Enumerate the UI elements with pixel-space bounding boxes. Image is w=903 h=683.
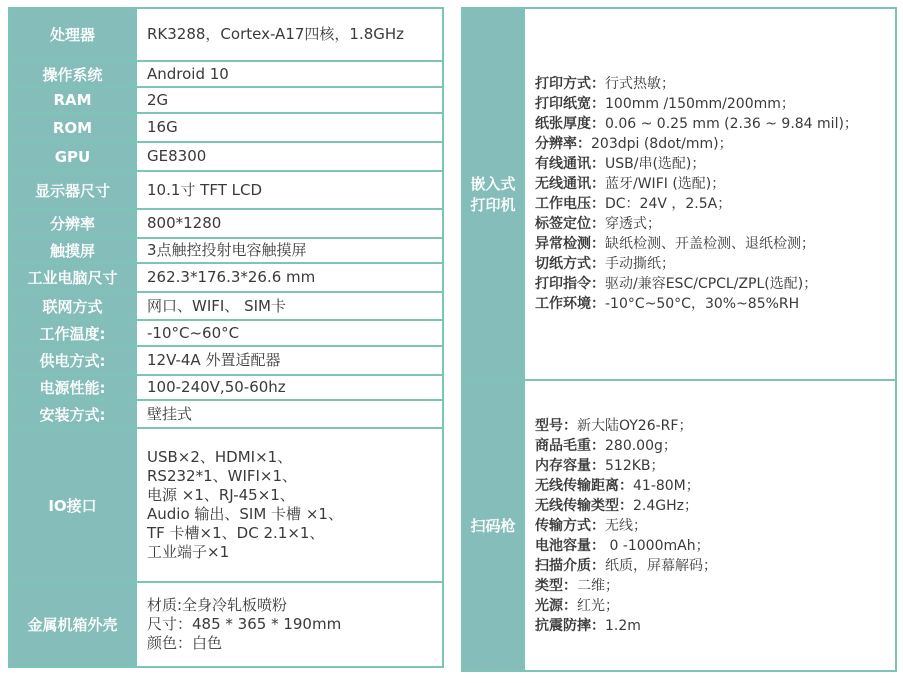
spec-row [9,428,443,582]
spec-value [136,292,443,320]
spec-key: 无线传输距离： [535,477,633,494]
spec-val: 100mm /150mm/200mm； [605,96,795,112]
spec-row [9,346,443,375]
spec-value [136,238,443,263]
spec-line [535,456,895,476]
spec-value-line: 电源 ×1、RJ-45×1、 [147,486,295,504]
spec-value [136,346,443,375]
spec-value-line: -10°C~60°C [147,323,240,342]
spec-val: 行式热敏； [605,76,675,92]
spec-label: RAM [9,87,136,113]
spec-key: 抗震防摔： [535,617,605,634]
spec-label: 显示器尺寸 [9,171,136,209]
spec-key: 无线传输类型： [535,497,633,514]
spec-key: 纸张厚度： [535,116,605,132]
spec-label: 安装方式: [9,400,136,428]
spec-value-line: 10.1寸 TFT LCD [147,180,263,199]
spec-row [9,320,443,346]
spec-value [136,375,443,400]
spec-val: 0.06 ~ 0.25 mm (2.36 ~ 9.84 mil)； [605,116,858,132]
spec-line [535,94,895,114]
spec-row [9,582,443,667]
spec-key: 有线通讯： [535,156,605,172]
spec-row [9,238,443,263]
spec-row [9,142,443,171]
spec-label: 联网方式 [9,292,136,320]
spec-key: 传输方式： [535,517,605,534]
spec-line [535,154,895,174]
spec-value-line: RK3288，Cortex-A17四核，1.8GHz [147,25,405,43]
spec-line [535,616,895,636]
spec-value-line: 12V-4A 外置适配器 [147,351,281,369]
spec-key: 分辨率： [535,136,591,152]
spec-label: 分辨率 [9,209,136,238]
spec-value-line: 3点触控投射电容触摸屏 [147,241,307,259]
section-specs [524,380,896,671]
spec-value-line: Audio 输出、SIM 卡槽 ×1、 [147,505,343,523]
spec-value-line: 16G [147,118,178,136]
spec-val: 2.4GHz； [633,497,698,514]
spec-line [535,114,895,134]
section-specs [524,8,896,380]
spec-label: ROM [9,113,136,142]
spec-value [136,263,443,292]
spec-label: 处理器 [9,8,136,61]
spec-value-line: Android 10 [147,64,229,83]
spec-key: 切纸方式： [535,256,605,272]
spec-val: 203dpi (8dot/mm)； [591,136,733,152]
spec-line [535,576,895,596]
spec-value [136,87,443,113]
spec-key: 内存容量： [535,457,605,474]
spec-key: 类型： [535,577,577,594]
spec-line [535,214,895,234]
spec-label: 操作系统 [9,61,136,87]
spec-key: 工作环境： [535,296,605,312]
spec-value-line: 网口、WIFI、 SIM卡 [147,296,286,315]
spec-val: 缺纸检测、开盖检测、退纸检测； [605,236,815,252]
spec-value [136,209,443,238]
spec-row [9,61,443,87]
spec-key: 无线通讯： [535,176,605,192]
spec-row [9,209,443,238]
spec-row [9,375,443,400]
spec-value-line: 颜色：白色 [147,634,223,652]
spec-val: DC：24V ，2.5A； [605,196,732,212]
section-label [462,380,524,671]
spec-row [9,292,443,320]
spec-value-line: 尺寸：485 * 365 * 190mm [147,615,342,633]
spec-val: 纸质，屏幕解码； [605,557,717,574]
spec-line [535,174,895,194]
spec-value-line: USB×2、HDMI×1、 [147,448,293,466]
section-label [462,8,524,380]
spec-label: 工作温度: [9,320,136,346]
spec-section [462,380,896,671]
spec-value [136,320,443,346]
spec-key: 商品毛重： [535,437,605,454]
spec-line [535,234,895,254]
spec-label: 电源性能: [9,375,136,400]
spec-value-line: 工业端子×1 [147,543,230,561]
spec-key: 打印纸宽： [535,96,605,112]
spec-val: 512KB； [605,457,665,474]
spec-row [9,87,443,113]
spec-key: 光源： [535,597,577,614]
spec-key: 打印指令： [535,276,605,292]
spec-value [136,171,443,209]
spec-value [136,8,443,61]
spec-val: 穿透式； [605,216,661,232]
spec-line [535,294,895,314]
spec-line [535,194,895,214]
spec-label: GPU [9,142,136,171]
spec-line [535,134,895,154]
spec-label: IO接口 [9,428,136,582]
spec-value-line: 壁挂式 [147,404,193,423]
spec-value [136,142,443,171]
spec-line [535,416,895,436]
spec-value [136,61,443,87]
section-label-line: 扫码枪 [470,517,516,535]
spec-line [535,596,895,616]
spec-label: 金属机箱外壳 [9,582,136,667]
spec-value-line: GE8300 [147,147,207,165]
spec-value [136,428,443,582]
specs-table-left [8,7,444,668]
spec-val: 驱动/兼容ESC/CPCL/ZPL(选配)； [605,276,818,292]
spec-value-line: 材质:全身冷轧板喷粉 [147,596,288,614]
spec-val: 二维； [577,577,619,594]
spec-value-line: 2G [147,90,169,109]
spec-line [535,476,895,496]
spec-line [535,536,895,556]
spec-section [462,8,896,380]
spec-value [136,400,443,428]
spec-val: 无线； [605,517,647,534]
spec-key: 标签定位： [535,216,605,232]
spec-line [535,496,895,516]
spec-key: 型号： [535,417,577,434]
spec-row [9,113,443,142]
spec-val: 蓝牙/WIFI (选配)； [605,176,726,192]
spec-key: 工作电压： [535,196,605,212]
spec-line [535,516,895,536]
spec-val: -10°C~50°C，30%~85%RH [605,296,800,312]
spec-label: 工业电脑尺寸 [9,263,136,292]
spec-val: 0 -1000mAh； [605,537,710,554]
spec-val: 新大陆OY26-RF； [577,417,693,434]
spec-row [9,8,443,61]
spec-line [535,254,895,274]
spec-value-line: 100-240V,50-60hz [147,378,286,396]
spec-value-line: RS232*1、WIFI×1、 [147,467,298,485]
section-label-line: 打印机 [470,196,516,214]
spec-row [9,171,443,209]
spec-line [535,74,895,94]
spec-val: USB/串(选配)； [605,156,706,172]
spec-key: 异常检测： [535,236,605,252]
spec-key: 扫描介质： [535,557,605,574]
spec-row [9,400,443,428]
spec-val: 1.2m [605,617,641,634]
spec-val: 280.00g； [605,437,677,454]
spec-label: 触摸屏 [9,238,136,263]
spec-value [136,582,443,667]
spec-label: 供电方式: [9,346,136,375]
spec-value-line: TF 卡槽×1、DC 2.1×1、 [147,524,325,542]
spec-val: 手动撕纸； [605,256,675,272]
spec-value-line: 800*1280 [147,214,222,232]
spec-key: 电池容量： [535,537,605,554]
spec-value [136,113,443,142]
spec-line [535,436,895,456]
spec-row [9,263,443,292]
spec-key: 打印方式： [535,76,605,92]
specs-table-right [461,7,897,672]
spec-line [535,274,895,294]
section-label-line: 嵌入式 [470,175,516,193]
spec-line [535,556,895,576]
spec-val: 红光； [577,597,619,614]
spec-val: 41-80M； [633,477,700,494]
spec-value-line: 262.3*176.3*26.6 mm [147,268,316,286]
